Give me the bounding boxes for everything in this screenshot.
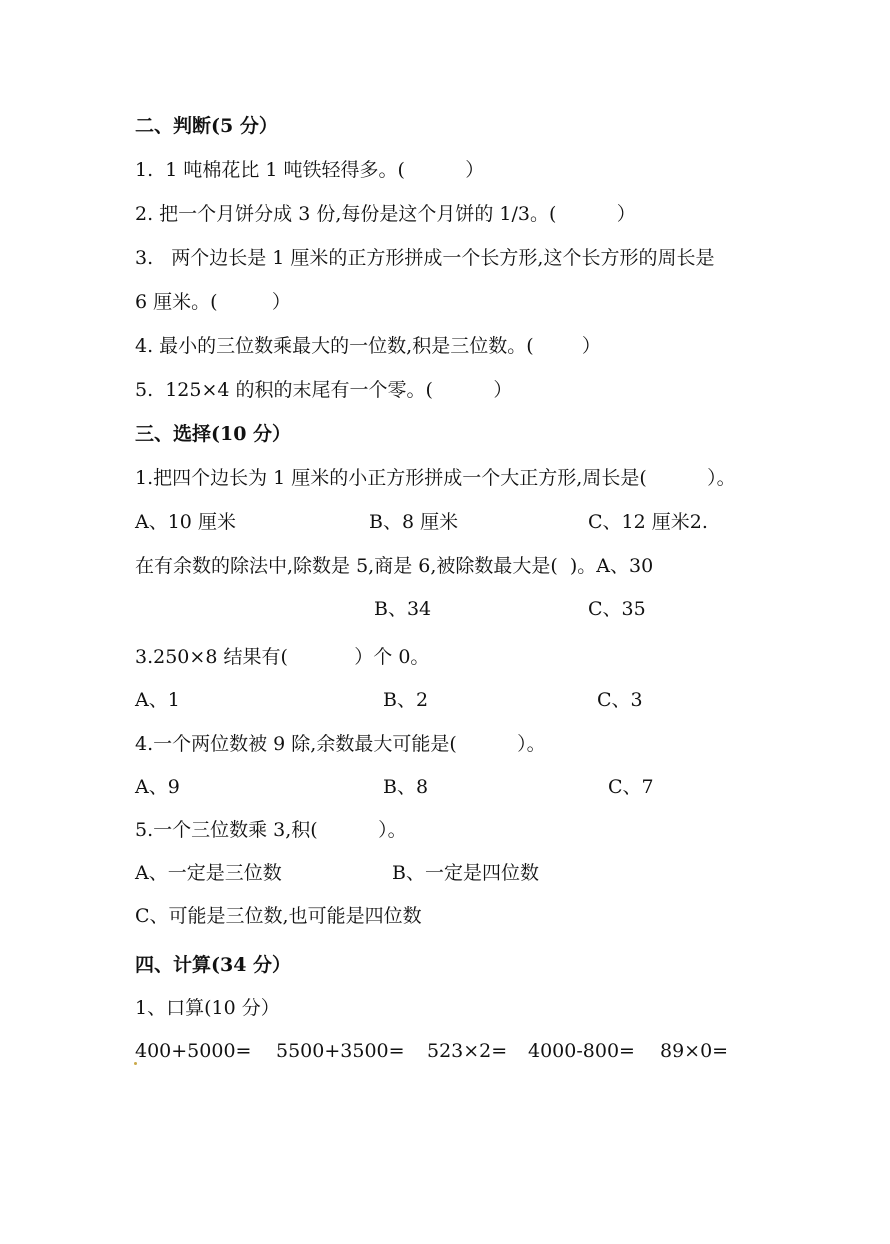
choice-q3-option-c: C、3 (597, 689, 643, 711)
choice-q4-option-b: B、8 (383, 776, 429, 798)
scan-speck (134, 1062, 137, 1065)
calc-item-5: 89×0= (660, 1040, 729, 1062)
calc-item-3: 523×2= (427, 1040, 508, 1062)
choice-q3: 3.250×8 结果有( ）个 0。 (135, 646, 430, 668)
judge-item-2: 2. 把一个月饼分成 3 份,每份是这个月饼的 1/3。( ） (135, 203, 636, 225)
judge-item-4: 4. 最小的三位数乘最大的一位数,积是三位数。( ） (135, 335, 601, 357)
choice-q2-option-c: C、35 (588, 598, 646, 620)
choice-q5: 5.一个三位数乘 3,积( ）。 (135, 819, 407, 841)
choice-q3-option-a: A、1 (135, 689, 180, 711)
section-3-heading: 三、选择(10 分） (135, 423, 292, 445)
judge-item-3-cont: 6 厘米。( ） (135, 291, 291, 313)
choice-q2-option-b: B、34 (374, 598, 432, 620)
calc-item-2: 5500+3500= (276, 1040, 405, 1062)
calc-item-4: 4000-800= (528, 1040, 635, 1062)
choice-q1-option-c: C、12 厘米2. (588, 511, 708, 533)
choice-q4: 4.一个两位数被 9 除,余数最大可能是( ）。 (135, 733, 546, 755)
choice-q1-option-a: A、10 厘米 (135, 511, 236, 533)
choice-q5-option-a: A、一定是三位数 (135, 862, 282, 884)
choice-q2: 在有余数的除法中,除数是 5,商是 6,被除数最大是( )。A、30 (135, 555, 654, 577)
calc-item-1: 400+5000= (135, 1040, 252, 1062)
section-2-heading: 二、判断(5 分） (135, 115, 278, 137)
calc-sub-heading: 1、口算(10 分） (135, 997, 280, 1019)
judge-item-1: 1. 1 吨棉花比 1 吨铁轻得多。( ） (135, 159, 485, 181)
choice-q5-option-c: C、可能是三位数,也可能是四位数 (135, 905, 422, 927)
choice-q1: 1.把四个边长为 1 厘米的小正方形拼成一个大正方形,周长是( ）。 (135, 467, 736, 489)
section-4-heading: 四、计算(34 分） (135, 954, 292, 976)
choice-q3-option-b: B、2 (383, 689, 429, 711)
choice-q4-option-a: A、9 (135, 776, 180, 798)
choice-q4-option-c: C、7 (608, 776, 654, 798)
judge-item-3: 3. 两个边长是 1 厘米的正方形拼成一个长方形,这个长方形的周长是 (135, 247, 715, 269)
choice-q5-option-b: B、一定是四位数 (392, 862, 539, 884)
choice-q1-option-b: B、8 厘米 (369, 511, 459, 533)
judge-item-5: 5. 125×4 的积的末尾有一个零。( ） (135, 379, 513, 401)
